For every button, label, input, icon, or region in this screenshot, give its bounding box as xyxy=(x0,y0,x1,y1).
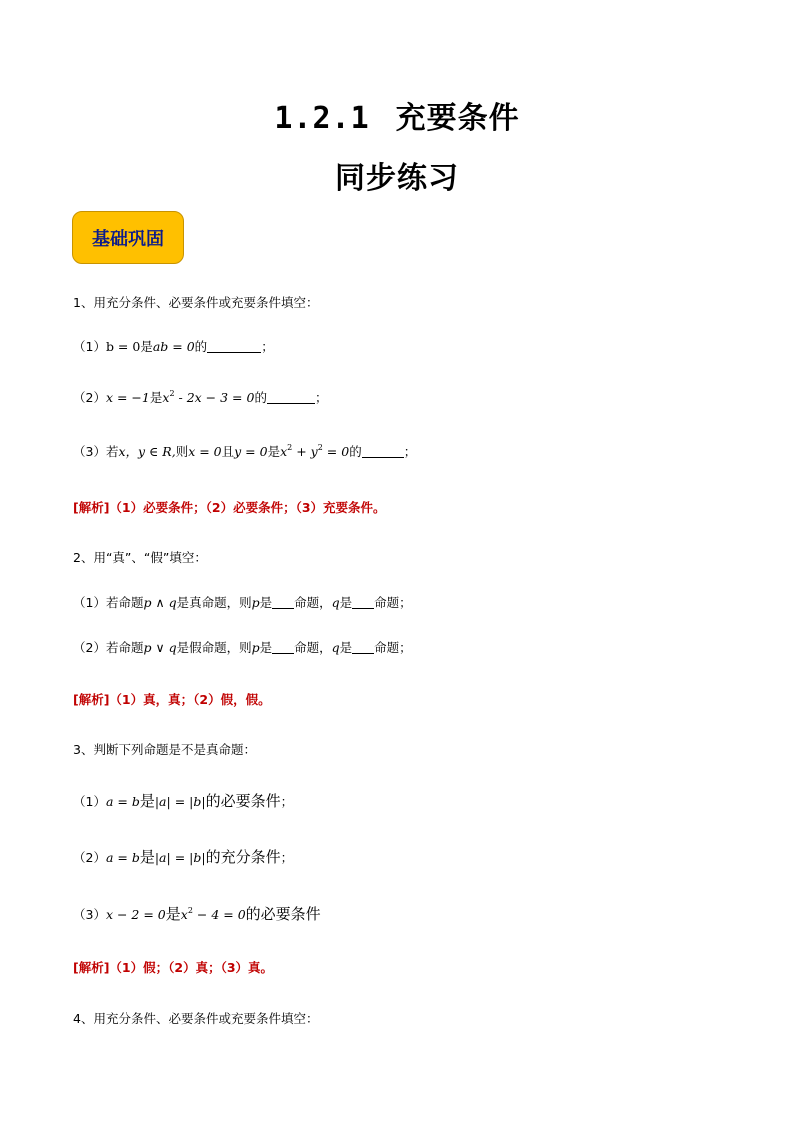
answer-blank[interactable] xyxy=(272,641,294,654)
answer-blank[interactable] xyxy=(272,596,294,609)
question-1-prompt: 1、用充分条件、必要条件或充要条件填空： xyxy=(73,295,319,310)
question-2-prompt: 2、用“真”、“假”填空： xyxy=(73,550,207,565)
question-1-answer: [解析]（1）必要条件；（2）必要条件；（3）充要条件。 xyxy=(73,500,386,515)
question-2-item-2: （2）若命题p ∨ q是假命题，则p是 命题，q是 命题； xyxy=(73,640,412,655)
section-badge: 基础巩固 xyxy=(72,211,184,264)
answer-blank[interactable] xyxy=(207,340,261,353)
question-3-item-1: （1）a = b是|a| = |b|的必要条件； xyxy=(73,792,294,810)
document-subtitle: 同步练习 xyxy=(335,161,459,196)
question-1-item-2: （2）x = −1是$x^2 - 2x - 3 = 0$的 ； xyxy=(73,389,328,405)
answer-blank[interactable] xyxy=(267,391,315,404)
question-3-answer: [解析]（1）假；（2）真；（3）真。 xyxy=(73,960,274,975)
question-1-item-1: （1）b = 0是ab = 0的 ； xyxy=(73,339,274,354)
title-main: 充要条件 xyxy=(395,101,520,136)
answer-blank[interactable] xyxy=(352,596,374,609)
document-title xyxy=(0,93,794,137)
question-4-prompt: 4、用充分条件、必要条件或充要条件填空： xyxy=(73,1011,319,1026)
section-number: 1.2.1 xyxy=(274,101,370,136)
question-1-item-3: （3）若x，y ∈ R,则x = 0且y = 0是$x^2 + y^2 = 0$的 ； xyxy=(73,443,417,459)
answer-blank[interactable] xyxy=(362,445,404,458)
question-2-answer: [解析]（1）真，真；（2）假，假。 xyxy=(73,692,271,707)
question-3-item-3: （3）x − 2 = 0是$x^2 - 4 = 0$的必要条件 xyxy=(73,905,321,923)
question-3-prompt: 3、判断下列命题是不是真命题： xyxy=(73,742,256,757)
question-3-item-2: （2）a = b是|a| = |b|的充分条件； xyxy=(73,848,294,866)
answer-blank[interactable] xyxy=(352,641,374,654)
question-2-item-1: （1）若命题p ∧ q是真命题，则p是 命题，q是 命题； xyxy=(73,595,412,610)
